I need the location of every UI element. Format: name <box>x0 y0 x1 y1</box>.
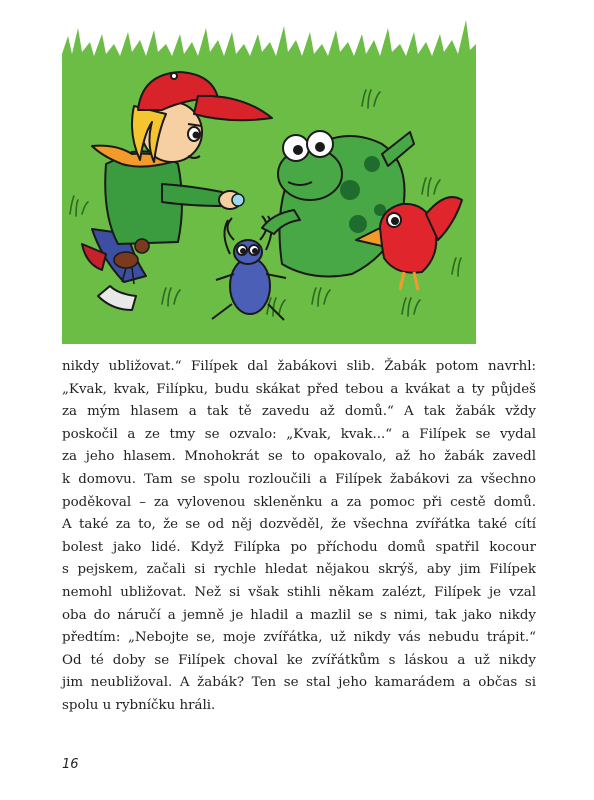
story-line: poskočil a ze tmy se ozvalo: „Kvak, kvak...“ a Filípek se vydal <box>62 426 536 442</box>
story-line: Od té doby se Filípek choval ke zvířátkům s láskou a už nikdy <box>62 652 536 668</box>
story-illustration <box>62 14 476 344</box>
story-line: „Kvak, kvak, Filípku, budu skákat před tebou a kvákat a ty půjdeš <box>62 381 536 397</box>
story-line: s pejskem, začali si rychle hledat nějakou skrýš, aby jim Filípek <box>62 562 536 578</box>
story-line: poděkoval – za vylovenou skleněnku a za pomoc při cestě domů. <box>62 494 536 510</box>
story-line: oba do náručí a jemně je hladil a mazlil se s nimi, tak jako nikdy <box>62 607 536 623</box>
story-line: za jeho hlasem. Mnohokrát se to opakovalo, až ho žabák zavedl <box>62 449 536 465</box>
story-line: nemohl ubližovat. Než si však stihli někam zalézt, Filípek je vzal <box>62 584 536 600</box>
story-paragraph <box>62 356 536 718</box>
page-number: 16 <box>62 757 79 772</box>
story-line: nikdy ubližovat.“ Filípek dal žabákovi slib. Žabák potom navrhl: <box>62 359 536 374</box>
story-line: bolest jako lidé. Když Filípka po příchodu domů spatřil kocour <box>62 539 536 555</box>
story-line: jim neubližoval. A žabák? Ten se stal jeho kamarádem a občas si <box>62 675 536 691</box>
story-line: za mým hlasem a tak tě zavedu až domů.“ A tak žabák vždy <box>62 404 536 420</box>
story-line: předtím: „Nebojte se, moje zvířátka, už nikdy vás nebudu trápit.“ <box>62 630 536 646</box>
story-line: k domovu. Tam se spolu rozloučili a Filípek žabákovi za všechno <box>62 471 536 487</box>
story-line: A také za to, že se od něj dozvěděl, že všechna zvířátka také cítí <box>62 517 536 533</box>
story-line: spolu u rybníčku hráli. <box>62 697 216 713</box>
